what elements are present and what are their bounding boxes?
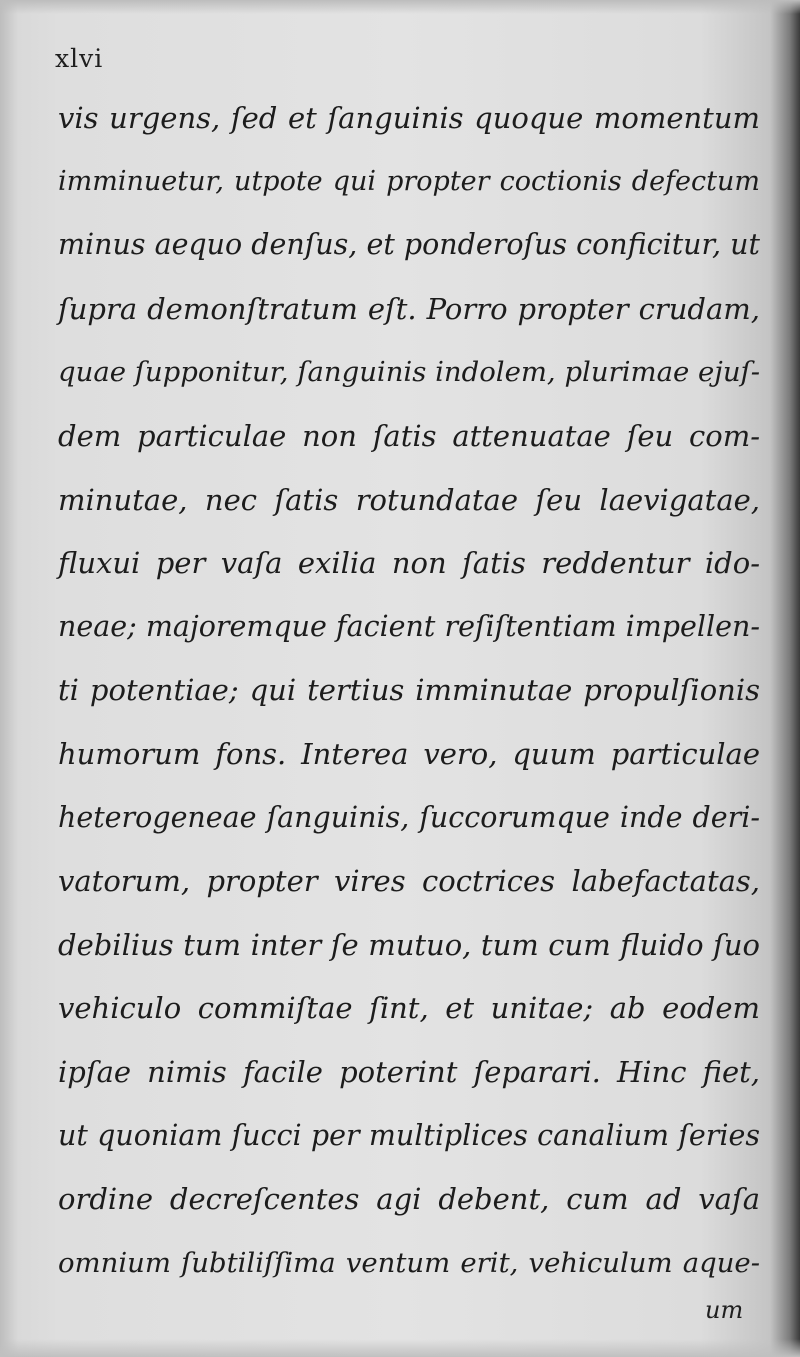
text-line: imminuetur, utpote qui propter coctionis defectum (58, 165, 760, 197)
text-line: neae; majoremque facient reſiſtentiam impellen- (58, 609, 760, 643)
text-line: ordine decreſcentes agi debent, cum ad vaſa (58, 1182, 760, 1217)
text-line: ipſae nimis facile poterint ſeparari. Hinc fiet, (58, 1054, 760, 1089)
catchword: um (705, 1296, 744, 1324)
text-line: fluxui per vaſa exilia non ſatis reddentur ido- (58, 546, 760, 581)
text-line: quae ſupponitur, ſanguinis indolem, plurimae ejuſ- (58, 356, 760, 389)
text-line: debilius tum inter ſe mutuo, tum cum fluido ſuo (58, 927, 760, 962)
page-bottom-shadow (0, 1339, 800, 1357)
text-line: minus aequo denſus, et ponderoſus conficitur, ut (58, 228, 760, 262)
text-line: ſupra demonſtratum eſt. Porro propter crudam, (58, 291, 760, 326)
text-line: vatorum, propter vires coctrices labefactatas, (58, 864, 760, 899)
text-line: ti potentiae; qui tertius imminutae propulſionis (58, 673, 760, 708)
text-line: omnium ſubtiliſſima ventum erit, vehiculum aque- (58, 1246, 760, 1279)
text-line: dem particulae non ſatis attenuatae ſeu com- (58, 418, 760, 453)
text-line: vis urgens, ſed et ſanguinis quoque momentum (58, 101, 760, 135)
page-top-shadow (0, 0, 800, 14)
text-line: vehiculo commiſtae ſint, et unitae; ab eodem (58, 991, 760, 1026)
text-line: heterogeneae ſanguinis, ſuccorumque inde deri- (58, 800, 760, 834)
text-line: ut quoniam ſucci per multiplices canalium ſeries (58, 1118, 760, 1152)
page-number: xlvi (55, 44, 104, 73)
text-line: humorum fons. Interea vero, quum particulae (58, 736, 760, 771)
text-line: minutae, nec ſatis rotundatae ſeu laevigatae, (58, 482, 760, 517)
body-text (58, 92, 760, 1300)
